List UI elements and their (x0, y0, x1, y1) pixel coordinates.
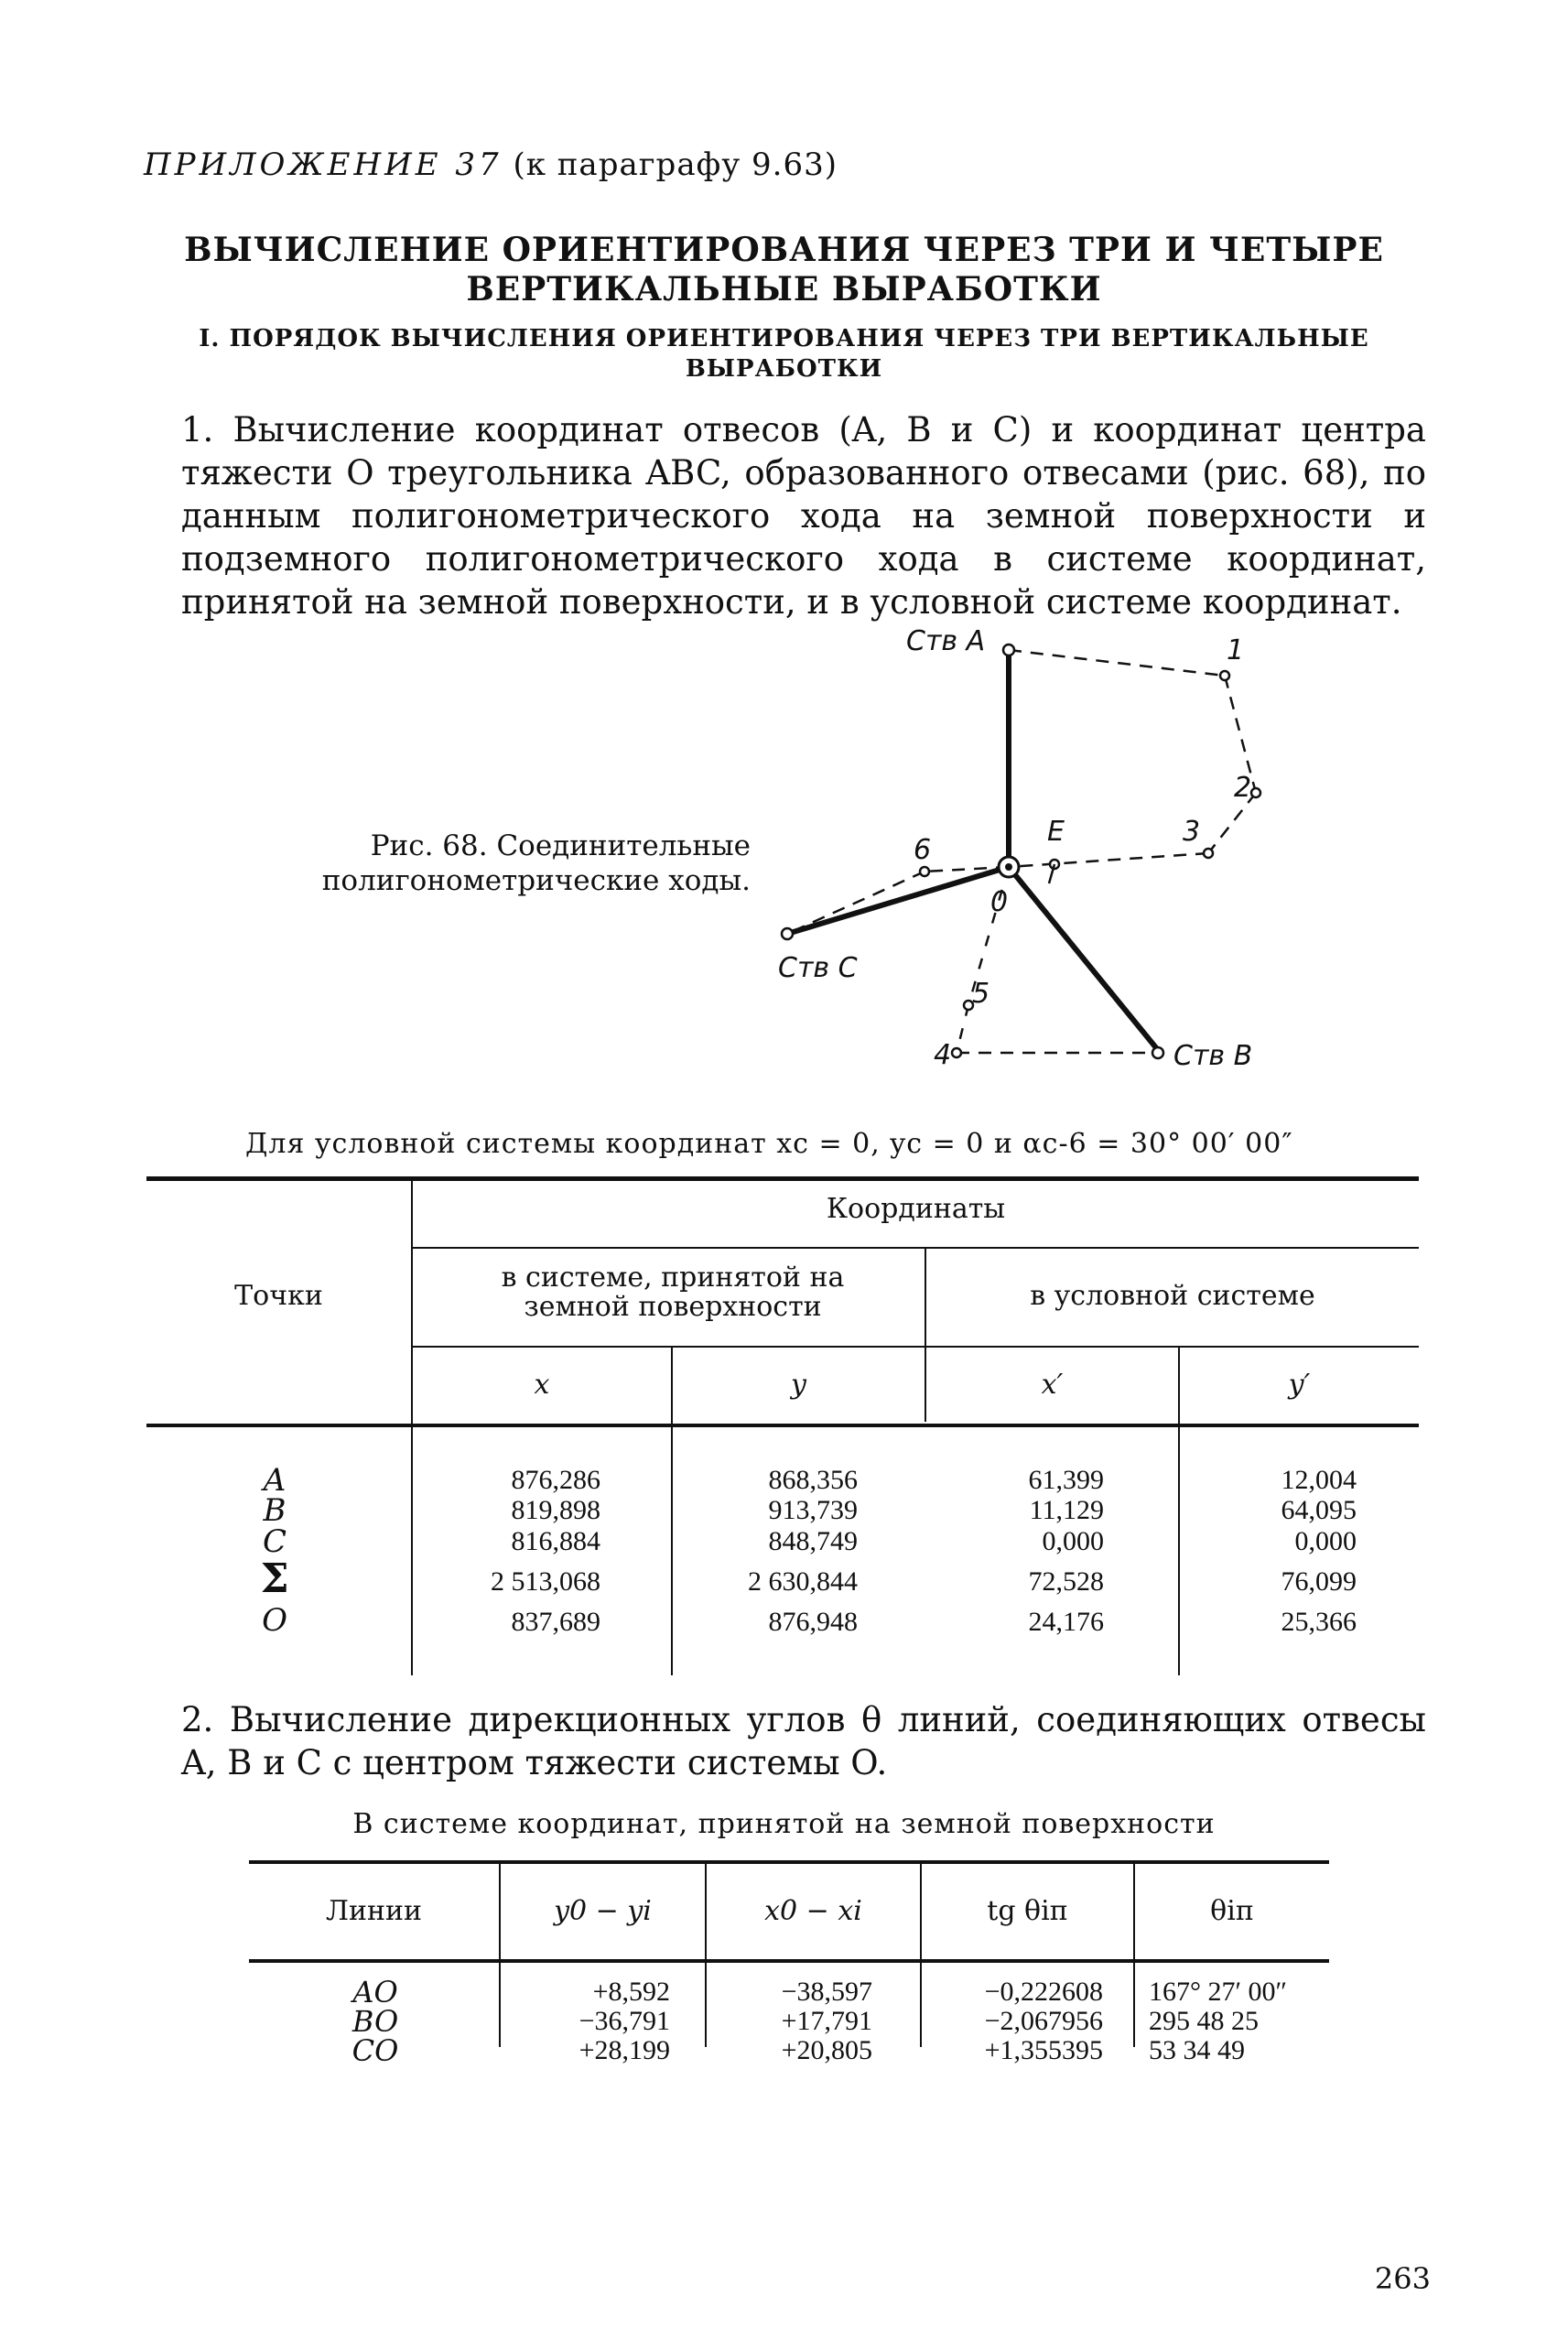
label-stv-b: Ств B (1173, 1040, 1253, 1072)
table2-line: CO (351, 2033, 399, 2068)
label-1: 1 (1227, 634, 1245, 666)
table1-point-sum: Σ (260, 1555, 289, 1602)
table1-point: A (263, 1462, 287, 1499)
point-a (1003, 645, 1014, 655)
table1-cell-x2: 0,000 (1042, 1526, 1104, 1556)
table2-cell-dx: +20,805 (781, 2035, 872, 2065)
table1-cell-x2: 61,399 (1028, 1465, 1104, 1495)
table1-header-conditional: в условной системе (1030, 1280, 1315, 1312)
point-1 (1220, 671, 1229, 680)
table2-cell-dy: −36,791 (579, 2006, 670, 2036)
table1-cell-x: 837,689 (511, 1607, 600, 1637)
table1-cell-x: 819,898 (511, 1495, 600, 1525)
point-2 (1251, 788, 1260, 797)
table2-cell-theta: 53 34 49 (1149, 2035, 1245, 2065)
section-title-line1: I. ПОРЯДОК ВЫЧИСЛЕНИЯ ОРИЕНТИРОВАНИЯ ЧЕРЕЗ ТРИ ВЕРТИКАЛЬНЫЕ (199, 325, 1369, 352)
table2-col-dx: x0 − xi (764, 1895, 862, 1927)
label-2: 2 (1234, 772, 1252, 804)
table1-col-y: y (791, 1369, 806, 1401)
figure-caption (256, 829, 751, 898)
label-e: E (1047, 816, 1065, 848)
label-stv-c: Ств C (778, 952, 858, 984)
page-number: 263 (1374, 2261, 1431, 2296)
table1-condition: Для условной системы координат xс = 0, yс = 0 и αс-6 = 30° 00′ 00″ (245, 1128, 1293, 1160)
traverse-diagram (769, 623, 1318, 1135)
main-title-line1: ВЫЧИСЛЕНИЕ ОРИЕНТИРОВАНИЯ ЧЕРЕЗ ТРИ И ЧЕТЫРЕ (184, 231, 1384, 269)
table1-cell-x2: 72,528 (1028, 1566, 1104, 1597)
table1-col-x: x (534, 1369, 550, 1401)
table1-point: C (262, 1523, 287, 1560)
table2-cell-theta: 167° 27′ 00″ (1149, 1977, 1288, 2007)
label-o: 0 (990, 886, 1009, 918)
table1-header-surface: в системе, принятой на земной поверхности (501, 1262, 845, 1323)
table1-cell-x2: 11,129 (1029, 1495, 1104, 1525)
label-4: 4 (934, 1039, 952, 1071)
table1-cell-y: 2 630,844 (748, 1566, 858, 1597)
table2-col-dy: y0 − yi (554, 1895, 652, 1927)
label-5: 5 (972, 978, 990, 1010)
label-6: 6 (914, 834, 932, 866)
line-o-c (787, 867, 1009, 934)
table2-line: BO (351, 2004, 399, 2039)
table1-cell-x: 816,884 (511, 1526, 600, 1556)
table1-cell-x: 2 513,068 (491, 1566, 600, 1597)
table2-col-tg: tg θiп (987, 1895, 1068, 1927)
figure-caption-line2: полигонометрические ходы. (321, 864, 751, 897)
table1-cell-y2: 76,099 (1281, 1566, 1357, 1597)
table1-cell-x2: 24,176 (1028, 1607, 1104, 1637)
line-3-o (1009, 853, 1208, 867)
table1-cell-y: 868,356 (768, 1465, 858, 1495)
table1-col-x2: x′ (1041, 1369, 1064, 1401)
line-a-1 (1009, 650, 1225, 676)
table1-cell-y2: 64,095 (1281, 1495, 1357, 1525)
point-4 (952, 1048, 961, 1057)
appendix-reference: (к параграфу 9.63) (513, 146, 838, 183)
table2-condition: В системе координат, принятой на земной поверхности (352, 1808, 1216, 1840)
table2-line: AO (352, 1975, 398, 2009)
appendix-header (144, 146, 838, 183)
table1-point: O (262, 1602, 287, 1639)
paragraph-2: 2. Вычисление дирекционных углов θ линий, соединяющих отвесы A, B и C с центром тяжести системы O. (181, 1700, 1426, 1782)
appendix-label: ПРИЛОЖЕНИЕ 37 (144, 146, 503, 183)
section-title-line2: ВЫРАБОТКИ (685, 355, 883, 383)
main-title-line2: ВЕРТИКАЛЬНЫЕ ВЫРАБОТКИ (466, 270, 1102, 309)
table1-header-points: Точки (234, 1280, 323, 1312)
label-stv-a: Ств A (906, 625, 986, 657)
table1-cell-y: 848,749 (768, 1526, 858, 1556)
table2-cell-dy: +28,199 (579, 2035, 670, 2065)
line-6-c (787, 872, 925, 934)
table1-cell-y: 913,739 (768, 1495, 858, 1525)
line-5-4 (957, 1005, 968, 1053)
table1-cell-y: 876,948 (768, 1607, 858, 1637)
table1-cell-y2: 25,366 (1281, 1607, 1357, 1637)
point-b (1152, 1047, 1163, 1058)
table1-cell-x: 876,286 (511, 1465, 600, 1495)
point-6 (920, 867, 929, 876)
table2-cell-dy: +8,592 (592, 1977, 670, 2007)
figure-caption-line1: Рис. 68. Соединительные (370, 829, 751, 862)
table1-col-y2: y′ (1288, 1369, 1311, 1401)
table2-cell-dx: −38,597 (781, 1977, 872, 2007)
table2-col-lines: Линии (325, 1895, 422, 1927)
label-3: 3 (1183, 816, 1201, 848)
table1-header-coords: Координаты (826, 1193, 1006, 1225)
paragraph-1: 1. Вычисление координат отвесов (A, B и C) и координат центра тяжести O треугольника ABC, образованного отвесами (рис. 68), по данным полигонометрического хода на земной поверхности и подземного полигонометрического хода в системе координат, принятой на земной поверхности, и в условной системе координат. (181, 410, 1426, 622)
table2-cell-tg: −0,222608 (984, 1977, 1103, 2007)
table2-cell-tg: +1,355395 (984, 2035, 1103, 2065)
table2-col-theta: θiп (1210, 1895, 1254, 1927)
table1-cell-y2: 0,000 (1294, 1526, 1357, 1556)
point-3 (1204, 849, 1213, 858)
table2-cell-tg: −2,067956 (984, 2006, 1103, 2036)
table2-cell-theta: 295 48 25 (1149, 2006, 1259, 2036)
table1-cell-y2: 12,004 (1281, 1465, 1357, 1495)
point-c (782, 928, 793, 939)
table2-cell-dx: +17,791 (781, 2006, 872, 2036)
line-o-b (1009, 867, 1158, 1050)
table1-point: B (263, 1492, 287, 1529)
